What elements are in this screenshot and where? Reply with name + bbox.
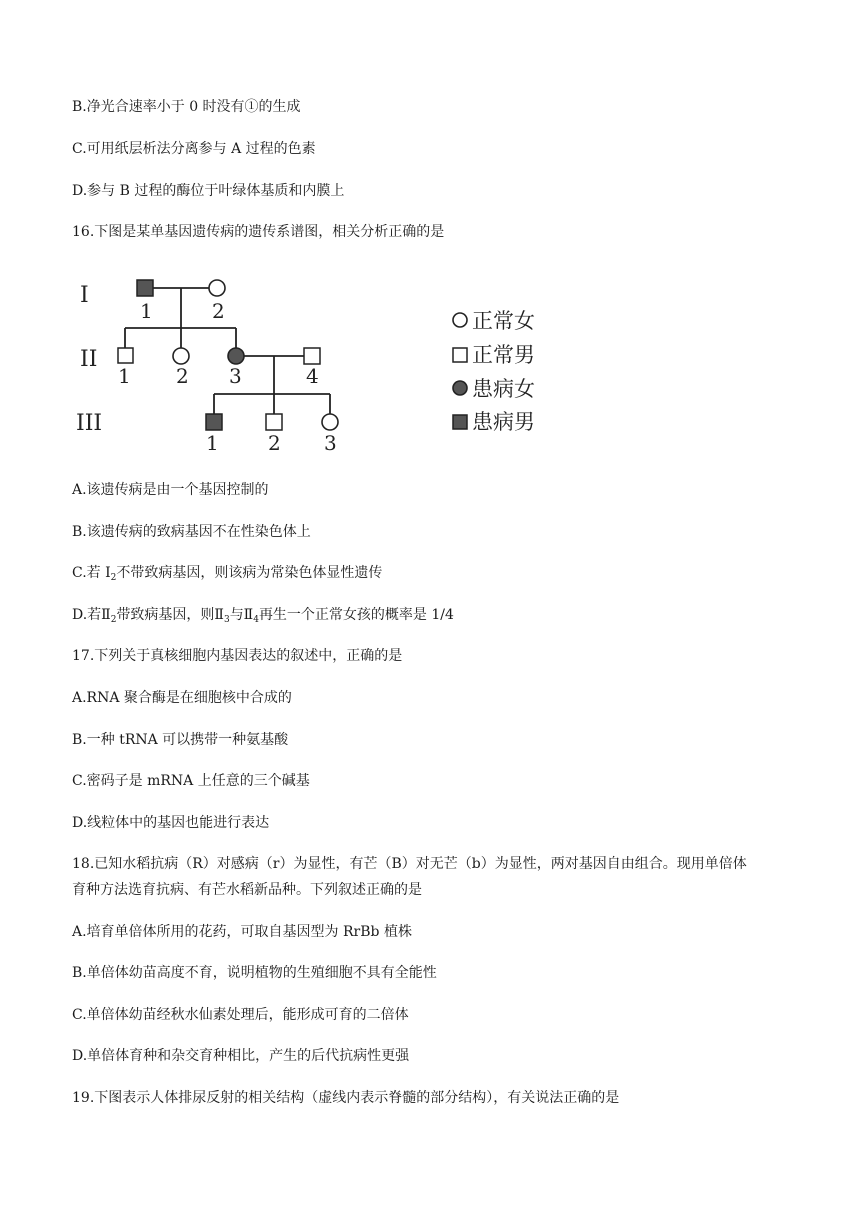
legend-affected-male-icon — [453, 415, 467, 429]
q17-option-b: B.一种 tRNA 可以携带一种氨基酸 — [72, 732, 289, 748]
gen-label-3: III — [76, 411, 103, 436]
gen1-label-1: 1 — [140, 299, 153, 323]
legend-affected-female-icon — [453, 381, 467, 395]
gen2-label-1: 1 — [118, 364, 131, 388]
gen3-affected-male-1 — [206, 414, 222, 430]
q15-option-b: B.净光合速率小于 0 时没有①的生成 — [72, 99, 301, 115]
gen2-label-4: 4 — [306, 364, 319, 388]
gen3-label-2: 2 — [268, 431, 281, 455]
q16-stem: 16.下图是某单基因遗传病的遗传系谱图，相关分析正确的是 — [72, 224, 445, 240]
q16-option-d: D.若$Ⅱ_2$带致病基因，则$Ⅱ_3$与$Ⅱ_4$再生一个正常女孩的概率是 1/4 — [72, 607, 454, 625]
legend-normal-male: 正常男 — [472, 343, 535, 367]
legend-normal-male-icon — [453, 348, 467, 362]
gen2-normal-female-2 — [173, 348, 189, 364]
gen3-label-1: 1 — [206, 431, 219, 455]
q19-stem: 19.下图表示人体排尿反射的相关结构（虚线内表示脊髓的部分结构），有关说法正确的是 — [72, 1090, 620, 1106]
legend-affected-male: 患病男 — [472, 410, 535, 434]
gen2-normal-male-4 — [304, 348, 320, 364]
gen3-normal-female-3 — [322, 414, 338, 430]
gen1-affected-male — [137, 280, 153, 296]
q18-option-a: A.培育单倍体所用的花药，可取自基因型为 RrBb 植株 — [72, 924, 412, 940]
gen1-label-2: 2 — [212, 299, 225, 323]
q18-option-c: C.单倍体幼苗经秋水仙素处理后，能形成可育的二倍体 — [72, 1007, 409, 1023]
q17-stem: 17.下列关于真核细胞内基因表达的叙述中，正确的是 — [72, 648, 403, 664]
gen2-label-3: 3 — [229, 364, 242, 388]
q16-option-b: B.该遗传病的致病基因不在性染色体上 — [72, 524, 311, 540]
q15-option-c: C.可用纸层析法分离参与 A 过程的色素 — [72, 141, 316, 157]
gen-label-1: I — [80, 283, 89, 308]
q15-option-d: D.参与 B 过程的酶位于叶绿体基质和内膜上 — [72, 183, 345, 199]
q16-option-c: C.若 $I_2$不带致病基因，则该病为常染色体显性遗传 — [72, 565, 383, 583]
gen-label-2: II — [80, 347, 98, 372]
q18-option-d: D.单倍体育种和杂交育种相比，产生的后代抗病性更强 — [72, 1048, 410, 1064]
q17-option-a: A.RNA 聚合酶是在细胞核中合成的 — [72, 690, 292, 706]
q17-option-c: C.密码子是 mRNA 上任意的三个碱基 — [72, 773, 310, 789]
gen3-label-3: 3 — [324, 431, 337, 455]
legend-affected-female: 患病女 — [472, 377, 535, 401]
gen2-affected-female-3 — [228, 348, 244, 364]
q18-stem-line-2: 育种方法选育抗病、有芒水稻新品种。下列叙述正确的是 — [72, 882, 422, 898]
legend-normal-female-icon — [453, 313, 467, 327]
q18-stem-line-1: 18.已知水稻抗病（R）对感病（r）为显性，有芒（B）对无芒（b）为显性，两对基因自由组合。现用单倍体 — [72, 856, 747, 872]
q18-option-b: B.单倍体幼苗高度不育，说明植物的生殖细胞不具有全能性 — [72, 965, 437, 981]
q16-option-a: A.该遗传病是由一个基因控制的 — [72, 482, 269, 498]
gen2-normal-male-1 — [118, 348, 133, 363]
gen1-normal-female — [209, 280, 225, 296]
q17-option-d: D.线粒体中的基因也能进行表达 — [72, 815, 270, 831]
gen3-normal-male-2 — [266, 414, 282, 430]
pedigree-chart — [72, 268, 562, 464]
gen2-label-2: 2 — [176, 364, 189, 388]
legend-normal-female: 正常女 — [472, 309, 535, 333]
